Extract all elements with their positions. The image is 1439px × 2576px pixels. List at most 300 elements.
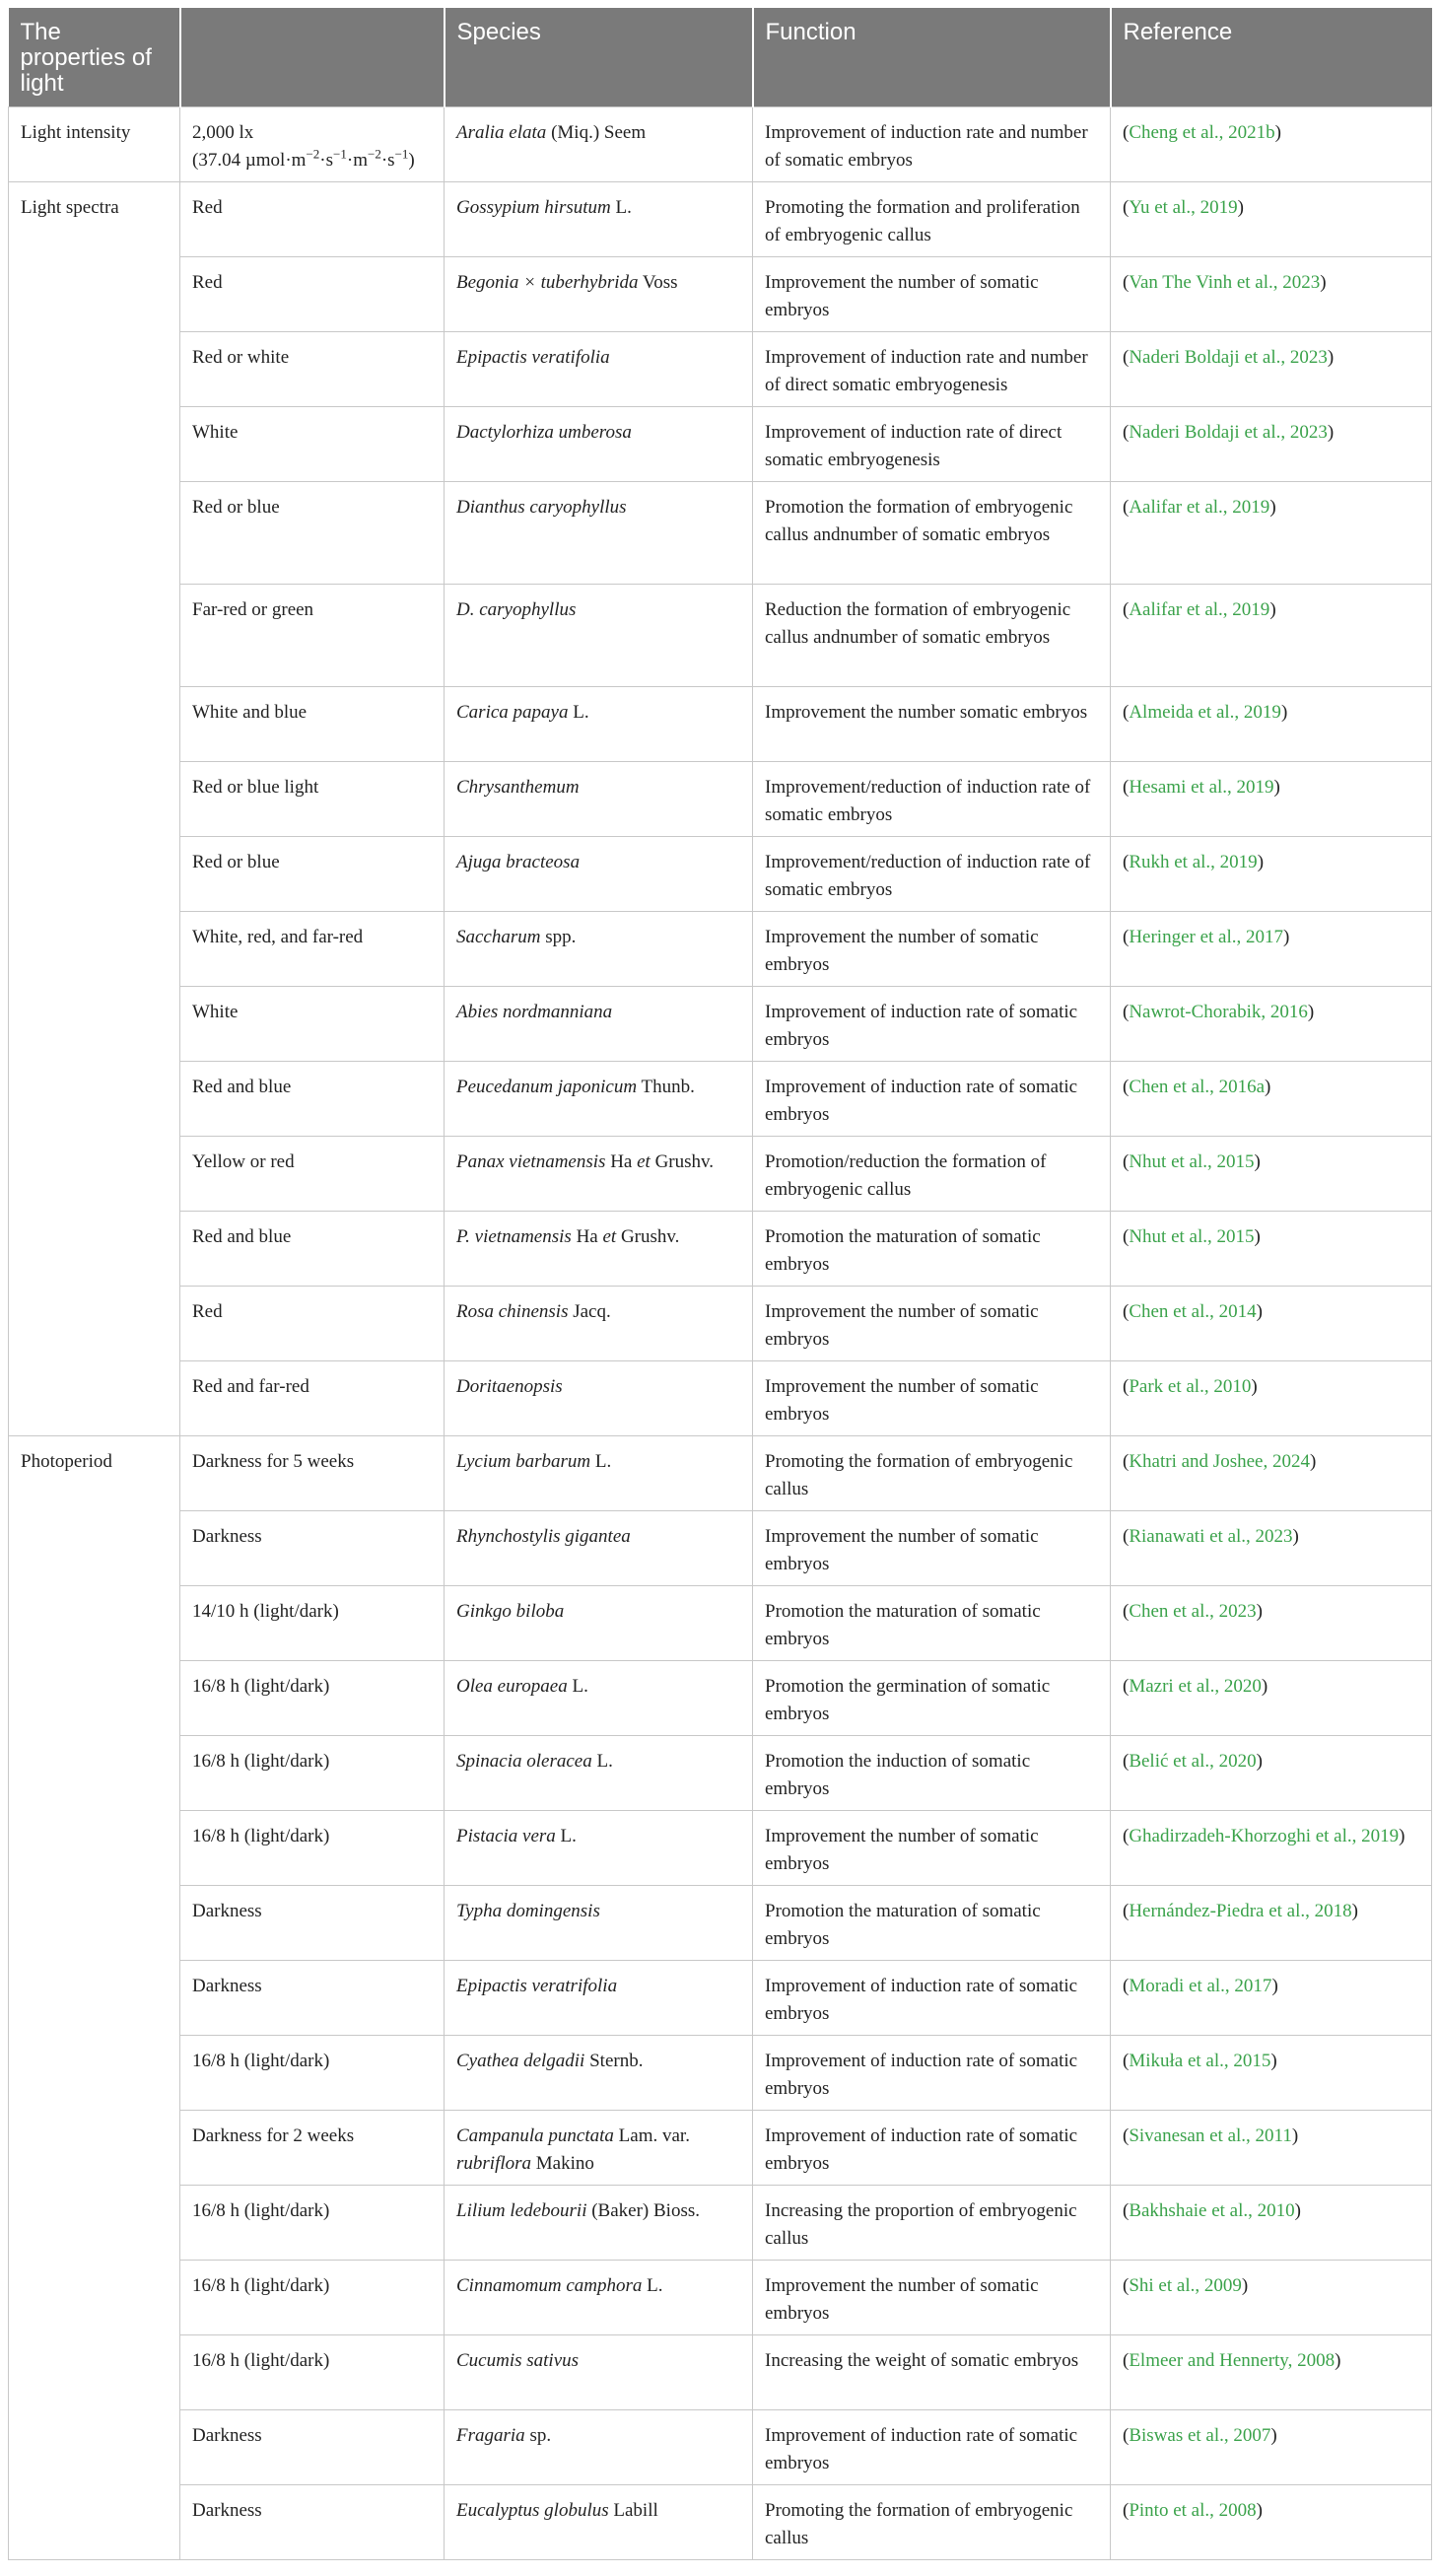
reference-link[interactable]: Naderi Boldaji et al., 2023 — [1129, 422, 1328, 443]
table-row — [9, 2485, 1432, 2560]
condition-cell: Yellow or red — [180, 1137, 445, 1212]
paren-close: ) — [1261, 1676, 1268, 1697]
species-name: Fragaria — [456, 2425, 525, 2446]
paren-close: ) — [1327, 422, 1335, 443]
paren-close: ) — [1292, 1526, 1299, 1547]
table-row — [9, 762, 1432, 837]
table-row — [9, 1361, 1432, 1436]
species-authority: L. — [642, 2275, 663, 2296]
table-row — [9, 1137, 1432, 1212]
species-cell — [445, 332, 753, 407]
paren-close: ) — [1254, 1151, 1261, 1172]
paren-open: ( — [1123, 2500, 1130, 2521]
species-cell — [445, 2186, 753, 2261]
paren-close: ) — [1307, 1002, 1315, 1022]
species-authority: L. — [591, 1751, 613, 1772]
reference-cell — [1111, 1886, 1432, 1961]
paren-close: ) — [1270, 2425, 1277, 2446]
reference-cell — [1111, 987, 1432, 1062]
paren-open: ( — [1123, 777, 1130, 798]
condition-cell: 16/8 h (light/dark) — [180, 1736, 445, 1811]
function-cell: Improvement the number of somatic embryos — [753, 1287, 1111, 1361]
species-authority: (Miq.) Seem — [546, 122, 647, 143]
paren-open: ( — [1123, 272, 1130, 293]
group-label: Light spectra — [9, 182, 180, 1436]
species-cell — [445, 1511, 753, 1586]
light-properties-table — [8, 8, 1432, 2560]
paren-open: ( — [1123, 1226, 1130, 1247]
reference-cell — [1111, 1736, 1432, 1811]
table-row — [9, 1511, 1432, 1586]
species-name: Dianthus caryophyllus — [456, 497, 627, 518]
table-row — [9, 107, 1432, 182]
paren-close: ) — [1280, 702, 1288, 723]
species-cell — [445, 2335, 753, 2410]
reference-link[interactable]: Mazri et al., 2020 — [1129, 1676, 1262, 1697]
species-cell — [445, 762, 753, 837]
species-name: Begonia × tuberhybrida — [456, 272, 639, 293]
paren-close: ) — [1320, 272, 1327, 293]
function-cell: Improvement of induction rate of somatic embryos — [753, 987, 1111, 1062]
species-name: Carica papaya — [456, 702, 569, 723]
species-name: Doritaenopsis — [456, 1376, 563, 1397]
function-cell: Promotion the formation of embryogenic callus andnumber of somatic embryos — [753, 482, 1111, 585]
function-cell: Reduction the formation of embryogenic callus andnumber of somatic embryos — [753, 585, 1111, 687]
paren-open: ( — [1123, 599, 1130, 620]
condition-cell: White — [180, 407, 445, 482]
reference-link[interactable]: Heringer et al., 2017 — [1129, 927, 1284, 947]
reference-cell — [1111, 257, 1432, 332]
condition-cell: 16/8 h (light/dark) — [180, 2186, 445, 2261]
reference-link[interactable]: Aalifar et al., 2019 — [1129, 497, 1270, 518]
species-name: Gossypium hirsutum — [456, 197, 611, 218]
function-cell: Promotion the germination of somatic embryos — [753, 1661, 1111, 1736]
function-cell: Improvement of induction rate of somatic embryos — [753, 1062, 1111, 1137]
reference-cell — [1111, 2186, 1432, 2261]
table-row — [9, 585, 1432, 687]
species-cell — [445, 1137, 753, 1212]
condition-cell: Darkness — [180, 2485, 445, 2560]
table-row — [9, 2335, 1432, 2410]
species-cell — [445, 407, 753, 482]
reference-cell — [1111, 912, 1432, 987]
table-row — [9, 912, 1432, 987]
paren-close: ) — [1256, 1601, 1263, 1622]
condition-cell: 14/10 h (light/dark) — [180, 1586, 445, 1661]
species-cell — [445, 1062, 753, 1137]
paren-open: ( — [1123, 1376, 1130, 1397]
reference-cell — [1111, 182, 1432, 257]
reference-link[interactable]: Aalifar et al., 2019 — [1129, 599, 1270, 620]
reference-link[interactable]: Chen et al., 2016a — [1129, 1077, 1266, 1097]
reference-link[interactable]: Chen et al., 2023 — [1129, 1601, 1257, 1622]
paren-open: ( — [1123, 852, 1130, 872]
paren-open: ( — [1123, 927, 1130, 947]
paren-open: ( — [1123, 2425, 1130, 2446]
species-name: Peucedanum japonicum — [456, 1077, 638, 1097]
paren-open: ( — [1123, 1676, 1130, 1697]
species-authority: (Baker) Bioss. — [586, 2200, 700, 2221]
condition-cell: White — [180, 987, 445, 1062]
species-cell — [445, 2261, 753, 2335]
table-row — [9, 1586, 1432, 1661]
species-authority: L. — [568, 702, 589, 723]
condition-cell: Red — [180, 257, 445, 332]
reference-link[interactable]: Yu et al., 2019 — [1129, 197, 1238, 218]
function-cell: Improvement the number somatic embryos — [753, 687, 1111, 762]
paren-open: ( — [1123, 1901, 1130, 1921]
reference-link[interactable]: Bakhshaie et al., 2010 — [1129, 2200, 1295, 2221]
reference-cell — [1111, 1137, 1432, 1212]
paren-close: ) — [1273, 777, 1280, 798]
condition-cell: Darkness for 5 weeks — [180, 1436, 445, 1511]
species-name: Typha domingensis — [456, 1901, 600, 1921]
species-authority: Voss — [638, 272, 678, 293]
species-authority: Labill — [608, 2500, 658, 2521]
table-row — [9, 1436, 1432, 1511]
reference-cell — [1111, 2036, 1432, 2111]
reference-cell — [1111, 1287, 1432, 1361]
reference-cell — [1111, 1212, 1432, 1287]
species-cell — [445, 107, 753, 182]
reference-link[interactable]: Van The Vinh et al., 2023 — [1129, 272, 1321, 293]
function-cell: Improvement of induction rate of direct somatic embryogenesis — [753, 407, 1111, 482]
condition-cell: 16/8 h (light/dark) — [180, 2261, 445, 2335]
species-name: Lilium ledebourii — [456, 2200, 587, 2221]
table-row — [9, 1062, 1432, 1137]
species-authority: Sternb. — [584, 2051, 644, 2071]
paren-close: ) — [1271, 1976, 1278, 1996]
condition-cell: 16/8 h (light/dark) — [180, 2335, 445, 2410]
table-row — [9, 837, 1432, 912]
condition-cell: Darkness — [180, 1886, 445, 1961]
species-cell — [445, 687, 753, 762]
header-reference: Reference — [1111, 8, 1432, 107]
condition-cell: White, red, and far-red — [180, 912, 445, 987]
reference-link[interactable]: Shi et al., 2009 — [1129, 2275, 1242, 2296]
species-name: Cucumis sativus — [456, 2350, 580, 2371]
paren-close: ) — [1254, 1226, 1261, 1247]
species-name-part: rubriflora — [456, 2153, 532, 2174]
function-cell: Improvement of induction rate of somatic embryos — [753, 2410, 1111, 2485]
table-row — [9, 332, 1432, 407]
reference-link[interactable]: Hernández-Piedra et al., 2018 — [1129, 1901, 1352, 1921]
function-cell: Improvement the number of somatic embryos — [753, 1361, 1111, 1436]
reference-cell — [1111, 1062, 1432, 1137]
species-authority: L. — [555, 1826, 577, 1846]
function-cell: Promotion the maturation of somatic embryos — [753, 1212, 1111, 1287]
species-cell — [445, 1961, 753, 2036]
reference-link[interactable]: Moradi et al., 2017 — [1129, 1976, 1272, 1996]
reference-cell — [1111, 837, 1432, 912]
species-authority: Ha — [571, 1226, 603, 1247]
reference-cell — [1111, 1586, 1432, 1661]
function-cell: Promotion/reduction the formation of embryogenic callus — [753, 1137, 1111, 1212]
reference-cell — [1111, 762, 1432, 837]
table-row — [9, 2036, 1432, 2111]
species-name: P. vietnamensis — [456, 1226, 572, 1247]
species-cell — [445, 2111, 753, 2186]
species-cell — [445, 1736, 753, 1811]
reference-cell — [1111, 585, 1432, 687]
paren-open: ( — [1123, 1601, 1130, 1622]
paren-close: ) — [1335, 2350, 1341, 2371]
condition-cell: Darkness — [180, 1511, 445, 1586]
function-cell: Improvement the number of somatic embryos — [753, 1811, 1111, 1886]
paren-open: ( — [1123, 422, 1130, 443]
table-row — [9, 1661, 1432, 1736]
reference-cell — [1111, 407, 1432, 482]
reference-cell — [1111, 332, 1432, 407]
reference-link[interactable]: Ghadirzadeh-Khorzoghi et al., 2019 — [1129, 1826, 1400, 1846]
species-authority: L. — [590, 1451, 612, 1472]
reference-link[interactable]: Naderi Boldaji et al., 2023 — [1129, 347, 1328, 368]
species-authority: Thunb. — [637, 1077, 695, 1097]
species-cell — [445, 1361, 753, 1436]
function-cell: Improvement of induction rate and number of direct somatic embryogenesis — [753, 332, 1111, 407]
species-name: Cyathea delgadii — [456, 2051, 585, 2071]
species-authority-part: Grushv. — [616, 1226, 680, 1247]
paren-close: ) — [1256, 2500, 1263, 2521]
condition-cell: White and blue — [180, 687, 445, 762]
table-row — [9, 407, 1432, 482]
reference-link[interactable]: Belić et al., 2020 — [1129, 1751, 1257, 1772]
species-authority: Jacq. — [568, 1301, 611, 1322]
species-cell — [445, 257, 753, 332]
paren-open: ( — [1123, 1451, 1130, 1472]
reference-link[interactable]: Sivanesan et al., 2011 — [1129, 2125, 1292, 2146]
function-cell: Promotion the maturation of somatic embryos — [753, 1886, 1111, 1961]
table-row — [9, 2261, 1432, 2335]
function-cell: Promoting the formation and proliferation of embryogenic callus — [753, 182, 1111, 257]
paren-open: ( — [1123, 122, 1130, 143]
paren-open: ( — [1123, 347, 1130, 368]
condition-cell: 16/8 h (light/dark) — [180, 1811, 445, 1886]
reference-link[interactable]: Hesami et al., 2019 — [1129, 777, 1274, 798]
species-authority: Lam. var. — [613, 2125, 690, 2146]
paren-open: ( — [1123, 2350, 1130, 2371]
header-condition — [180, 8, 445, 107]
table-row — [9, 1961, 1432, 2036]
paren-close: ) — [1291, 2125, 1299, 2146]
species-name: D. caryophyllus — [456, 599, 577, 620]
table-row — [9, 1287, 1432, 1361]
paren-open: ( — [1123, 1151, 1130, 1172]
species-name-part: et — [637, 1151, 651, 1172]
reference-link[interactable]: Mikuła et al., 2015 — [1129, 2051, 1271, 2071]
reference-link[interactable]: Rianawati et al., 2023 — [1129, 1526, 1293, 1547]
species-authority: L. — [610, 197, 632, 218]
reference-link[interactable]: Almeida et al., 2019 — [1129, 702, 1281, 723]
paren-close: ) — [1241, 2275, 1249, 2296]
function-cell: Improvement of induction rate of somatic embryos — [753, 1961, 1111, 2036]
species-cell — [445, 482, 753, 585]
paren-open: ( — [1123, 1526, 1130, 1547]
reference-cell — [1111, 1511, 1432, 1586]
condition-cell: Darkness — [180, 2410, 445, 2485]
condition-cell: Darkness for 2 weeks — [180, 2111, 445, 2186]
header-properties: The properties of light — [9, 8, 180, 107]
condition-cell: 2,000 lx (37.04 $\mu mol\cdot m^{-2}\cdot s^{-1}\cdot m^{-2}\cdot s^{-1}$) — [180, 107, 445, 182]
paren-close: ) — [1283, 927, 1290, 947]
table-row — [9, 987, 1432, 1062]
condition-cell: Red or blue — [180, 837, 445, 912]
species-cell — [445, 1287, 753, 1361]
species-cell — [445, 1586, 753, 1661]
table-row — [9, 1886, 1432, 1961]
paren-open: ( — [1123, 2051, 1130, 2071]
function-cell: Increasing the weight of somatic embryos — [753, 2335, 1111, 2410]
paren-open: ( — [1123, 2275, 1130, 2296]
reference-link[interactable]: Nawrot-Chorabik, 2016 — [1129, 1002, 1308, 1022]
paren-close: ) — [1269, 599, 1276, 620]
condition-cell: Red or blue — [180, 482, 445, 585]
species-cell — [445, 1811, 753, 1886]
species-name: Epipactis veratrifolia — [456, 1976, 618, 1996]
reference-link[interactable]: Rukh et al., 2019 — [1129, 852, 1258, 872]
species-cell — [445, 912, 753, 987]
species-cell — [445, 1886, 753, 1961]
species-cell — [445, 2485, 753, 2560]
species-name: Chrysanthemum — [456, 777, 580, 798]
condition-cell: Darkness — [180, 1961, 445, 2036]
condition-cell: Red or blue light — [180, 762, 445, 837]
reference-link[interactable]: Biswas et al., 2007 — [1129, 2425, 1271, 2446]
reference-cell — [1111, 2485, 1432, 2560]
condition-cell: Red and blue — [180, 1212, 445, 1287]
table-row — [9, 2111, 1432, 2186]
species-name: Ginkgo biloba — [456, 1601, 565, 1622]
function-cell: Improvement/reduction of induction rate of somatic embryos — [753, 762, 1111, 837]
paren-open: ( — [1123, 497, 1130, 518]
paren-close: ) — [1257, 852, 1265, 872]
species-cell — [445, 1212, 753, 1287]
reference-link[interactable]: Cheng et al., 2021b — [1129, 122, 1275, 143]
species-name: Campanula punctata — [456, 2125, 614, 2146]
species-cell — [445, 585, 753, 687]
condition-cell: Red and far-red — [180, 1361, 445, 1436]
condition-cell: 16/8 h (light/dark) — [180, 1661, 445, 1736]
paren-close: ) — [1309, 1451, 1317, 1472]
species-cell — [445, 987, 753, 1062]
reference-cell — [1111, 482, 1432, 585]
function-cell: Improvement the number of somatic embryos — [753, 912, 1111, 987]
function-cell: Improvement the number of somatic embryos — [753, 257, 1111, 332]
condition-cell: Red — [180, 1287, 445, 1361]
species-name: Lycium barbarum — [456, 1451, 591, 1472]
species-name: Panax vietnamensis — [456, 1151, 606, 1172]
reference-cell — [1111, 687, 1432, 762]
function-cell: Improvement of induction rate of somatic embryos — [753, 2111, 1111, 2186]
species-name-part: et — [602, 1226, 617, 1247]
header-row — [9, 8, 1432, 107]
species-name: Spinacia oleracea — [456, 1751, 592, 1772]
reference-link[interactable]: Chen et al., 2014 — [1129, 1301, 1257, 1322]
function-cell: Improvement the number of somatic embryos — [753, 1511, 1111, 1586]
function-cell: Improvement the number of somatic embryos — [753, 2261, 1111, 2335]
species-name: Olea europaea — [456, 1676, 568, 1697]
paren-open: ( — [1123, 197, 1130, 218]
table-row — [9, 1736, 1432, 1811]
condition-cell: Far-red or green — [180, 585, 445, 687]
reference-cell — [1111, 2410, 1432, 2485]
species-name: Rosa chinensis — [456, 1301, 569, 1322]
function-cell: Promotion the maturation of somatic embryos — [753, 1586, 1111, 1661]
table-row — [9, 1811, 1432, 1886]
paren-close: ) — [1399, 1826, 1405, 1846]
paren-close: ) — [1351, 1901, 1358, 1921]
paren-close: ) — [1251, 1376, 1258, 1397]
table-row — [9, 2186, 1432, 2261]
paren-open: ( — [1123, 1301, 1130, 1322]
paren-close: ) — [1270, 2051, 1277, 2071]
function-cell: Increasing the proportion of embryogenic callus — [753, 2186, 1111, 2261]
reference-cell — [1111, 107, 1432, 182]
paren-close: ) — [1265, 1077, 1271, 1097]
species-name: Cinnamomum camphora — [456, 2275, 643, 2296]
species-name: Abies nordmanniana — [456, 1002, 613, 1022]
reference-link[interactable]: Nhut et al., 2015 — [1129, 1226, 1255, 1247]
table-container — [8, 8, 1431, 2560]
paren-close: ) — [1256, 1751, 1263, 1772]
species-cell — [445, 2036, 753, 2111]
species-cell — [445, 837, 753, 912]
function-cell: Improvement of induction rate of somatic embryos — [753, 2036, 1111, 2111]
condition-cell: 16/8 h (light/dark) — [180, 2036, 445, 2111]
paren-close: ) — [1274, 122, 1281, 143]
paren-open: ( — [1123, 1751, 1130, 1772]
reference-link[interactable]: Park et al., 2010 — [1129, 1376, 1252, 1397]
function-cell: Improvement of induction rate and number of somatic embryos — [753, 107, 1111, 182]
reference-cell — [1111, 1436, 1432, 1511]
species-authority: sp. — [524, 2425, 552, 2446]
paren-close: ) — [1327, 347, 1335, 368]
reference-link[interactable]: Elmeer and Hennerty, 2008 — [1129, 2350, 1336, 2371]
species-name: Aralia elata — [456, 122, 547, 143]
table-row — [9, 182, 1432, 257]
species-name: Pistacia vera — [456, 1826, 556, 1846]
reference-cell — [1111, 1361, 1432, 1436]
table-row — [9, 482, 1432, 585]
species-authority-part: Makino — [531, 2153, 594, 2174]
species-cell — [445, 1661, 753, 1736]
table-row — [9, 2410, 1432, 2485]
group-label: Photoperiod — [9, 1436, 180, 2560]
species-name: Saccharum — [456, 927, 541, 947]
species-cell — [445, 2410, 753, 2485]
paren-close: ) — [1237, 197, 1244, 218]
paren-open: ( — [1123, 1077, 1130, 1097]
condition-cell: Red or white — [180, 332, 445, 407]
reference-link[interactable]: Khatri and Joshee, 2024 — [1129, 1451, 1310, 1472]
paren-close: ) — [1256, 1301, 1263, 1322]
reference-link[interactable]: Nhut et al., 2015 — [1129, 1151, 1255, 1172]
species-name: Eucalyptus globulus — [456, 2500, 609, 2521]
table-row — [9, 687, 1432, 762]
paren-open: ( — [1123, 1002, 1130, 1022]
paren-open: ( — [1123, 702, 1130, 723]
paren-open: ( — [1123, 2125, 1130, 2146]
group-label: Light intensity — [9, 107, 180, 182]
reference-link[interactable]: Pinto et al., 2008 — [1129, 2500, 1257, 2521]
reference-cell — [1111, 2261, 1432, 2335]
paren-open: ( — [1123, 2200, 1130, 2221]
paren-open: ( — [1123, 1976, 1130, 1996]
table-body — [9, 107, 1432, 2560]
species-authority: L. — [567, 1676, 588, 1697]
function-cell: Improvement/reduction of induction rate of somatic embryos — [753, 837, 1111, 912]
condition-cell: Red and blue — [180, 1062, 445, 1137]
